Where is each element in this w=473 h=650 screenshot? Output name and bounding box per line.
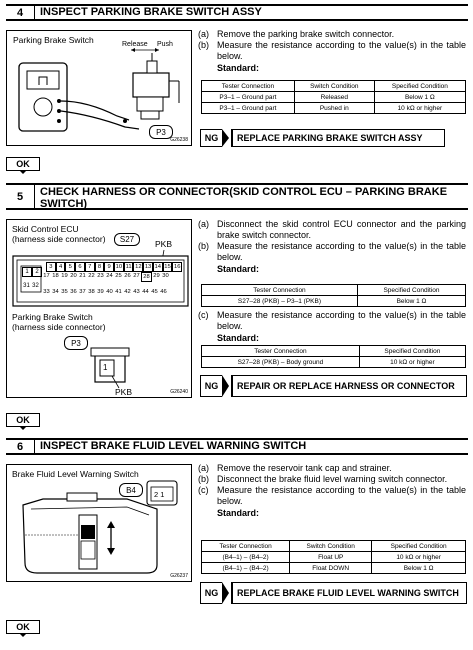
pkb-label: PKB — [115, 387, 133, 397]
connector-pins: 2 1 — [154, 490, 165, 499]
pin: 14 — [154, 264, 161, 270]
fluid-level-switch-figure — [6, 464, 192, 582]
step-item: (a) Disconnect the skid control ECU connector and the parking brake switch connector. — [198, 219, 466, 240]
table-header: Switch Condition — [290, 541, 372, 552]
ng-result-box — [200, 375, 467, 397]
step-item: (b) Measure the resistance according to the value(s) in the table below. — [198, 40, 466, 61]
reservoir-tank-diagram — [7, 465, 193, 583]
section-title: INSPECT PARKING BRAKE SWITCH ASSY — [40, 6, 262, 18]
section-4-steps — [198, 29, 466, 74]
pin: 15 — [164, 264, 171, 270]
figure-code: G26240 — [170, 389, 188, 395]
spec-table — [201, 345, 466, 368]
switch-pin: 1 — [103, 363, 108, 372]
step-item: (a) Remove the reservoir tank cap and strainer. — [198, 463, 392, 473]
ng-label: NG — [200, 582, 222, 604]
table-row: S27–28 (PKB) – P3–1 (PKB) Below 1 Ω — [202, 296, 466, 307]
step-item: (c) Measure the resistance according to the value(s) in the table below. — [198, 310, 466, 331]
standard-label: Standard: — [217, 264, 260, 274]
table-header: Specified Condition — [374, 81, 465, 92]
section-4-header — [6, 4, 468, 21]
pin: 8 — [95, 262, 105, 272]
spec-table — [201, 80, 466, 114]
table-header: Tester Connection — [202, 541, 290, 552]
figure-label: Parking Brake Switch — [13, 35, 94, 45]
section-5-steps — [198, 219, 466, 275]
step-item: (b) Disconnect the brake fluid level warning switch connector. — [198, 474, 448, 484]
table-header: Specified Condition — [372, 541, 466, 552]
pin-row: 17 18 19 20 21 22 23 24 25 26 27 28 29 30 — [43, 273, 169, 280]
connector-s27-badge: S27 — [114, 233, 140, 246]
ecu-pin-grid — [42, 262, 182, 296]
ecu-connector-diagram — [7, 220, 193, 399]
table-header: Specified Condition — [359, 346, 465, 357]
pin: 13 — [144, 264, 152, 270]
figure-label: Parking Brake Switch — [12, 312, 93, 322]
ng-label: NG — [200, 375, 222, 397]
figure-label: (harness side connector) — [12, 234, 106, 244]
pin: 11 — [125, 264, 132, 270]
pin: 9 — [104, 262, 114, 272]
pin: 6 — [75, 262, 85, 272]
table-row: S27–28 (PKB) – Body ground 10 kΩ or higher — [202, 357, 466, 368]
section-6-steps — [198, 463, 466, 519]
ok-result-box: OK — [6, 157, 40, 171]
ok-result-box: OK — [6, 413, 40, 427]
step-item: (b) Measure the resistance according to the value(s) in the table below. — [198, 241, 466, 262]
step-item: (a) Remove the parking brake switch connector. — [198, 29, 395, 39]
arrow-right-icon — [222, 582, 229, 604]
section-number: 4 — [6, 6, 35, 19]
ng-action: REPLACE BRAKE FLUID LEVEL WARNING SWITCH — [231, 582, 467, 604]
pkb-label: PKB — [155, 239, 173, 249]
push-label: Push — [157, 41, 173, 48]
section-title: CHECK HARNESS OR CONNECTOR(SKID CONTROL ECU – PARKING BRAKE SWITCH) — [40, 186, 448, 210]
ng-result-box — [200, 582, 467, 604]
pin: 7 — [85, 262, 95, 272]
figure-label: (harness side connector) — [12, 322, 106, 332]
ng-action: REPAIR OR REPLACE HARNESS OR CONNECTOR — [231, 375, 467, 397]
section-title: INSPECT BRAKE FLUID LEVEL WARNING SWITCH — [40, 440, 307, 452]
standard-label: Standard: — [217, 63, 260, 73]
pin: 12 — [135, 264, 142, 270]
pin: 4 — [56, 262, 66, 272]
figure-code: G26238 — [170, 137, 188, 143]
standard-label: Standard: — [217, 508, 260, 518]
table-row: P3–1 – Ground part Pushed in 10 kΩ or higher — [202, 103, 466, 114]
release-label: Release — [122, 41, 148, 48]
ok-result-box: OK — [6, 620, 40, 634]
spec-table — [201, 284, 466, 307]
table-row: P3–1 – Ground part Released Below 1 Ω — [202, 92, 466, 103]
ecu-left-pins: 1 2 31 32 — [22, 267, 42, 290]
pin-row — [46, 262, 182, 272]
section-5-step-c — [198, 310, 466, 344]
table-row: (B4–1) – (B4–2) Float UP 10 kΩ or higher — [202, 552, 466, 563]
figure-label: Skid Control ECU — [12, 224, 79, 234]
harness-connector-figure — [6, 219, 192, 398]
pin: 10 — [115, 264, 123, 270]
ng-label: NG — [200, 129, 222, 147]
pin: 3 — [46, 262, 56, 272]
table-header: Tester Connection — [202, 81, 295, 92]
section-5-header — [6, 183, 468, 210]
ng-action: REPLACE PARKING BRAKE SWITCH ASSY — [231, 129, 445, 147]
table-header: Tester Connection — [202, 346, 360, 357]
section-number: 6 — [6, 440, 35, 453]
arrow-right-icon — [222, 375, 229, 397]
figure-label: Brake Fluid Level Warning Switch — [12, 469, 139, 479]
standard-label: Standard: — [217, 333, 260, 343]
step-item: (c) Measure the resistance according to the value(s) in the table below. — [198, 485, 466, 506]
figure-code: G26237 — [170, 573, 188, 579]
pin: 16 — [173, 264, 181, 270]
connector-b4-badge: B4 — [119, 483, 143, 497]
table-row: (B4–1) – (B4–2) Float DOWN Below 1 Ω — [202, 563, 466, 574]
ng-result-box — [200, 129, 445, 147]
connector-p3-badge: P3 — [149, 125, 173, 139]
table-header: Specified Condition — [357, 285, 465, 296]
connector-p3-badge: P3 — [64, 336, 88, 350]
parking-brake-switch-figure — [6, 30, 192, 146]
table-header: Tester Connection — [202, 285, 358, 296]
table-header: Switch Condition — [294, 81, 374, 92]
spec-table — [201, 540, 466, 574]
section-6-header — [6, 438, 468, 455]
arrow-right-icon — [222, 129, 229, 147]
section-number: 5 — [6, 185, 35, 208]
pin-row: 33 34 35 36 37 38 39 40 41 42 43 44 45 46 — [43, 289, 167, 295]
pin: 5 — [65, 262, 75, 272]
